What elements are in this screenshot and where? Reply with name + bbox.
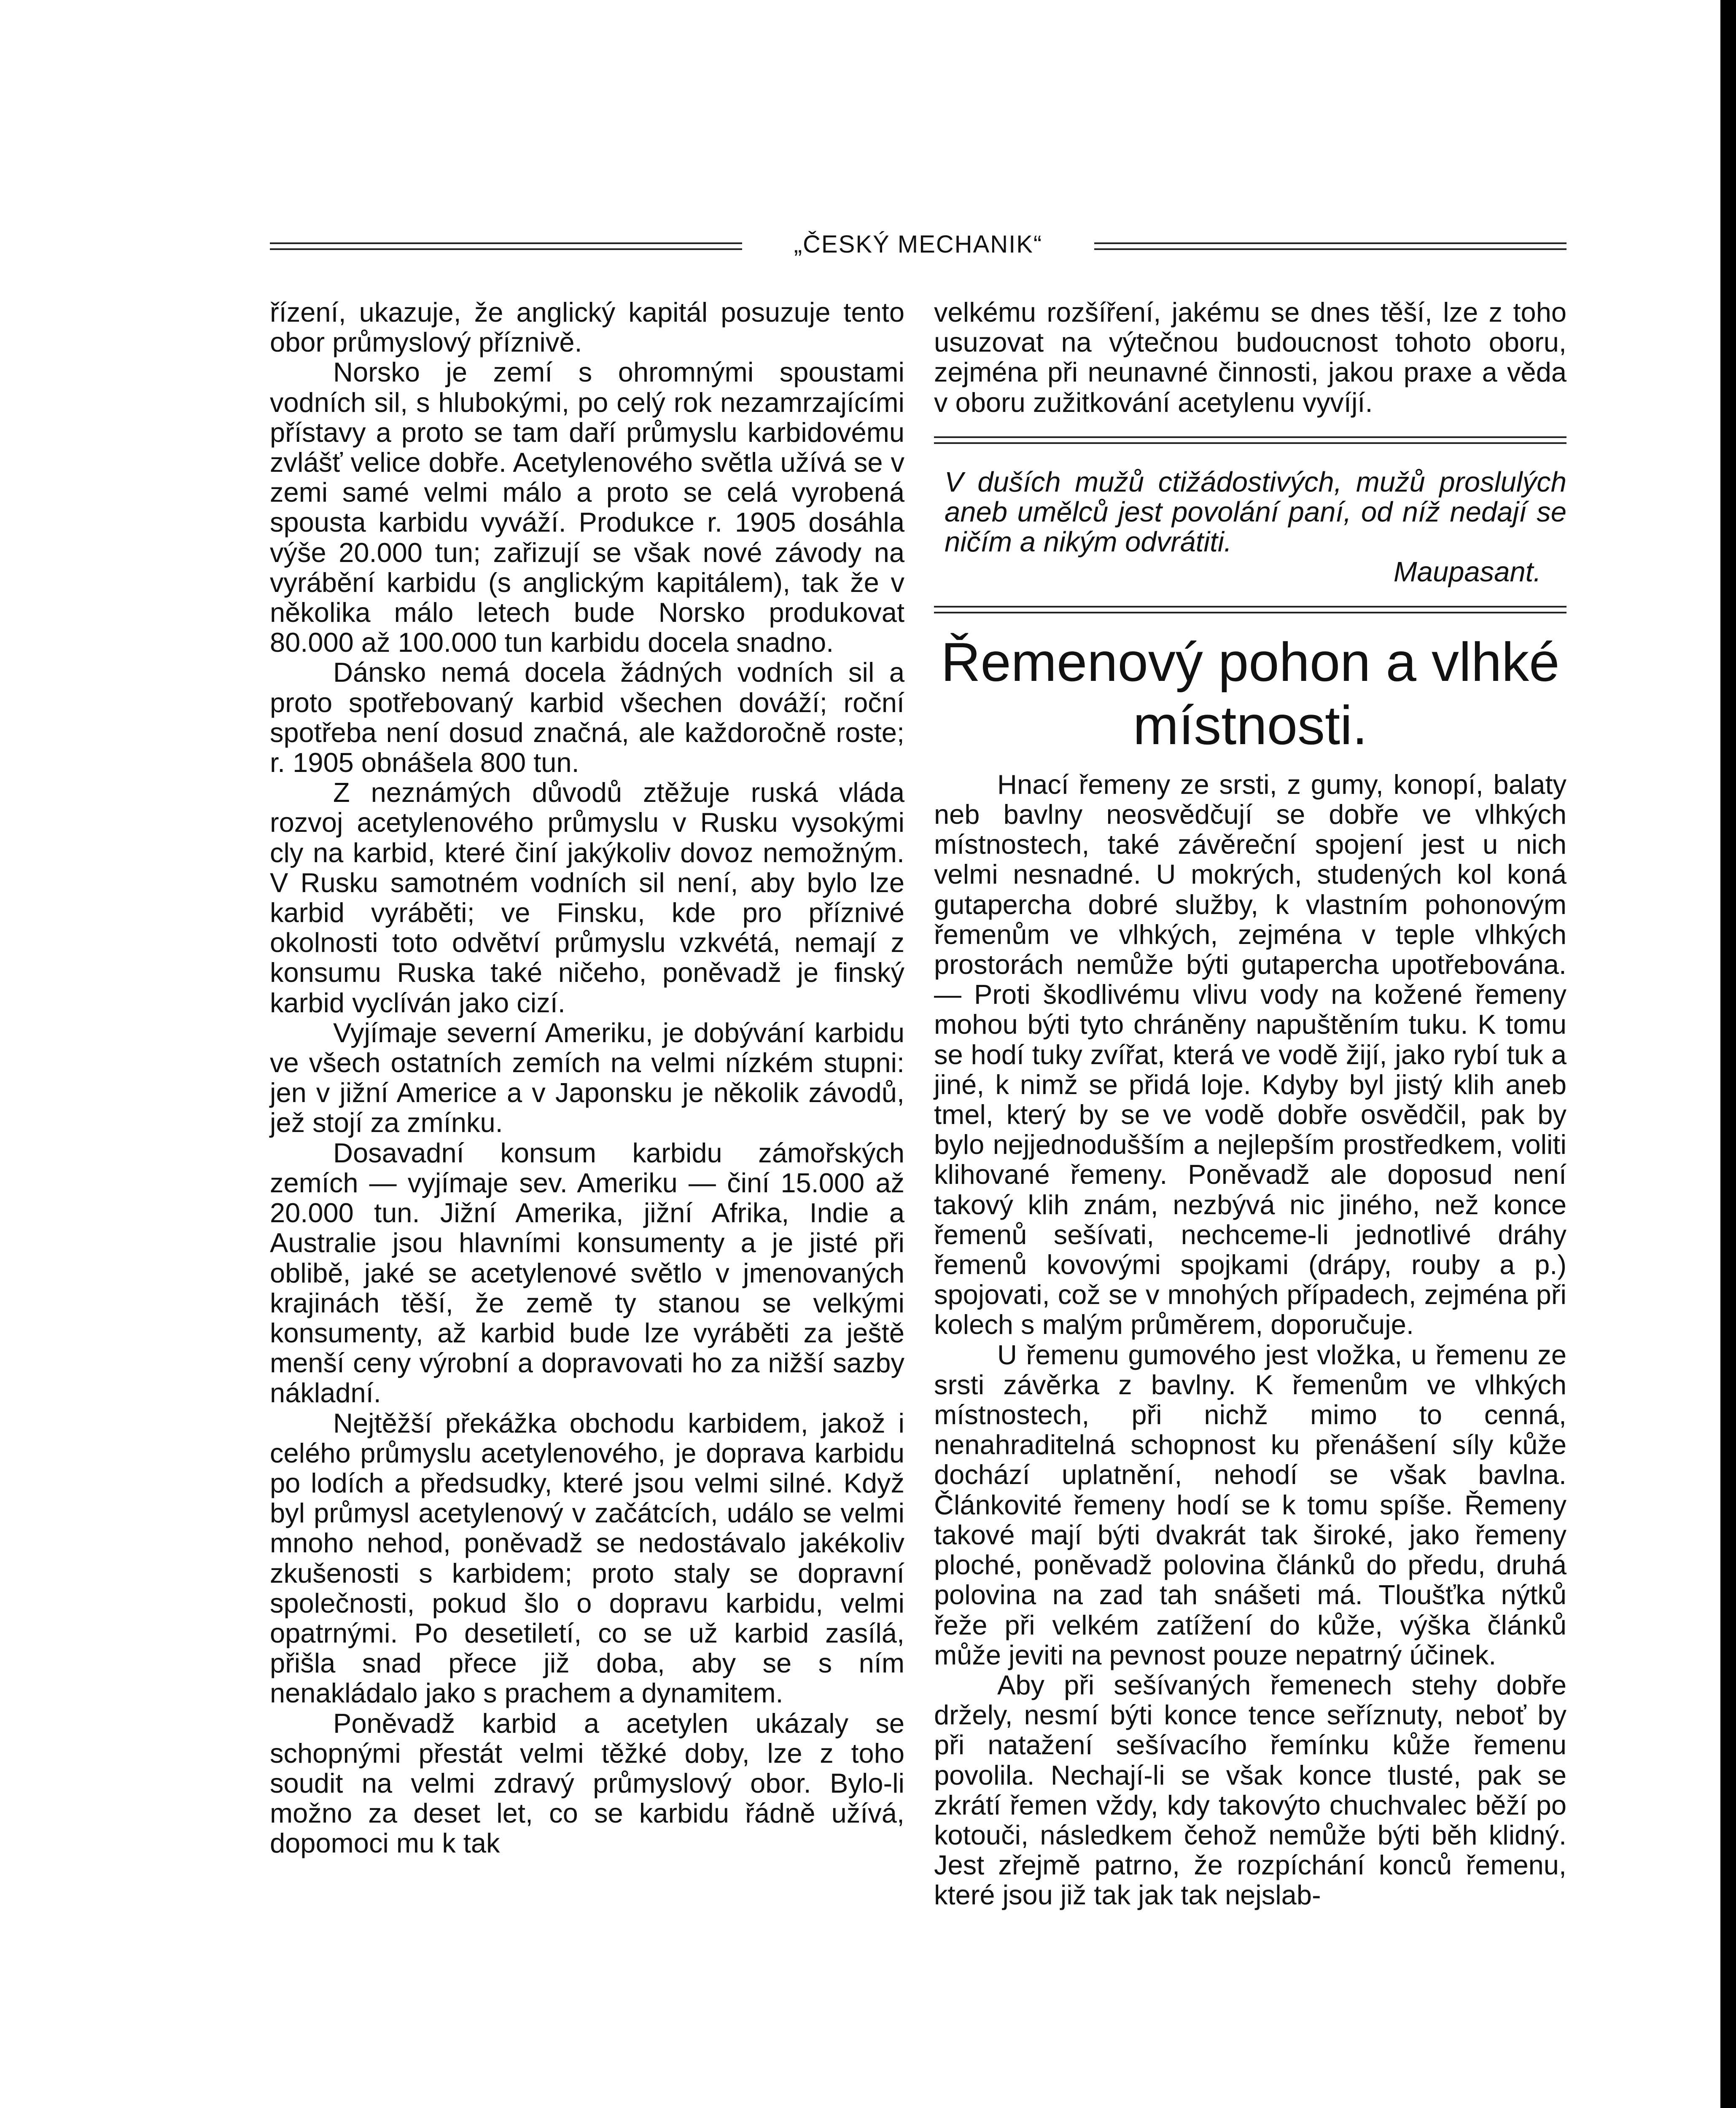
section-rule xyxy=(934,606,1566,613)
paragraph: Dánsko nemá docela žádných vodních sil a proto spotřebovaný karbid všechen dováží; roční spotřeba není dosud značná, ale každoročně roste; r. 1905 obnášela 800 tun. xyxy=(270,657,904,778)
paragraph: Dosavadní konsum karbidu zámořských zemích — vyjímaje sev. Ameriku — činí 15.000 až 20.000 tun. Jižní Amerika, jižní Afrika, Indie a Australie jsou hlavními konsumenty a je jisté při oblibě, jaké se acetylenové světlo v jmenovaných krajinách těší, že země ty stanou se velkými konsumenty, až karbid bude lze vyráběti za ještě menší ceny výrobní a dopravovati ho za nižší sazby nákladní. xyxy=(270,1137,904,1409)
paragraph: řízení, ukazuje, že anglický kapitál posuzuje tento obor průmyslový příznivě. xyxy=(270,297,904,358)
header-rule-right xyxy=(1094,242,1566,250)
paragraph: Norsko je zemí s ohromnými spoustami vodních sil, s hlubokými, po celý rok nezamrzajícími přístavy a proto se tam daří průmyslu karbidovému zvlášť velice dobře. Acetylenového světla užívá se v zemi samé velmi málo a proto se celá vyrobená spousta karbidu vyváží. Produkce r. 1905 dosáhla výše 20.000 tun; zařizují se však nové závody na vyrábění karbidu (s anglickým kapitálem), tak že v několika málo letech bude Norsko produkovat 80.000 až 100.000 tun karbidu docela snadno. xyxy=(270,357,904,658)
paragraph: U řemenu gumového jest vložka, u řemenu ze srsti závěrka z bavlny. K řemenům ve vlhkých místnostech, při nichž mimo to cenná, nenahraditelná schopnost ku přenášení síly kůže dochází uplatnění, nehodí se však bavlna. Článkovité řemeny hodí se k tomu spíše. Řemeny takové mají býti dvakrát tak široké, jako řemeny ploché, poněvadž polovina článků do předu, druhá polovina na zad tah snášeti má. Tloušťka nýtků řeže při velkém zatížení do kůže, výška článků může jeviti na pevnost pouze nepatrný účinek. xyxy=(934,1339,1566,1670)
left-column xyxy=(270,297,904,1858)
article-title: Řemenový pohon a vlhké místnosti. xyxy=(941,631,1560,756)
paragraph: Z neznámých důvodů ztěžuje ruská vláda rozvoj acetylenového průmyslu v Rusku vysokými cly na karbid, které činí jakýkoliv dovoz nemožným. V Rusku samotném vodních sil není, aby bylo lze karbid vyráběti; ve Finsku, kde pro příznivé okolnosti toto odvětví průmyslu vzkvétá, nemají z konsumu Ruska také ničeho, poněvadž je finský karbid vyclíván jako cizí. xyxy=(270,777,904,1018)
epigraph-quote xyxy=(934,467,1566,587)
quote-author: Maupasant. xyxy=(1393,556,1541,588)
quote-text: V duších mužů ctižádostivých, mužů proslulých aneb umělců jest povolání paní, od níž nedají se ničím a nikým odvrátiti. xyxy=(945,466,1566,558)
paragraph: velkému rozšíření, jakému se dnes těší, lze z toho usuzovat na výtečnou budoucnost tohoto oboru, zejména při neunavné činnosti, jakou praxe a věda v oboru zužitkování acetylenu vyvíjí. xyxy=(934,297,1566,418)
paragraph: Aby při sešívaných řemenech stehy dobře držely, nesmí býti konce tence seříznuty, neboť by při natažení sešívacího řemínku kůže řemenu povolila. Nechají-li se však konce tlusté, pak se zkrátí řemen vždy, kdy takovýto chuchvalec běží po kotouči, následkem čehož nemůže býti běh klidný. Jest zřejmě patrno, že rozpíchání konců řemenu, které jsou již tak jak tak nejslab- xyxy=(934,1669,1566,1911)
right-column xyxy=(934,297,1566,1910)
running-header xyxy=(270,230,1566,264)
paragraph: Vyjímaje severní Ameriku, je dobývání karbidu ve všech ostatních zemích na velmi nízkém stupni: jen v jižní Americe a v Japonsku je několik závodů, jež stojí za zmínku. xyxy=(270,1017,904,1138)
paragraph: Nejtěžší překážka obchodu karbidem, jakož i celého průmyslu acetylenového, je doprava karbidu po lodích a předsudky, které jsou velmi silné. Když byl průmysl acetylenový v začátcích, událo se velmi mnoho nehod, poněvadž se nedostávalo jakékoliv zkušenosti s karbidem; proto staly se dopravní společnosti, pokud šlo o dopravu karbidu, velmi opatrnými. Po desetiletí, co se už karbid zasílá, přišla snad přece již doba, aby se s ním nenakládalo jako s prachem a dynamitem. xyxy=(270,1407,904,1709)
paragraph: Hnací řemeny ze srsti, z gumy, konopí, balaty neb bavlny neosvědčují se dobře ve vlhkých místnostech, také závěreční spojení jest u nich velmi nesnadné. U mokrých, studených kol koná gutapercha dobré služby, k vlastním pohonovým řemenům ve vlhkých, zejména v teple vlhkých prostorách nemůže býti gutapercha upotřebována. — Proti škodlivému vlivu vody na kožené řemeny mohou býti tyto chráněny napuštěním tuku. K tomu se hodí tuky zvířat, která ve vodě žijí, jako rybí tuk a jiné, k nimž se přidá loje. Kdyby byl jistý klih aneb tmel, který by se ve vodě dobře osvědčil, pak by bylo nejjednodušším a nejlepším prostředkem, voliti klihované řemeny. Poněvadž ale doposud není takový klih znám, nezbývá nic jiného, než konce řemenů sešívati, nechceme-li jednotlivé dráhy řemenů kovovými spojkami (drápy, rouby a p.) spojovati, což se v mnohých případech, zejména při kolech s malým průměrem, doporučuje. xyxy=(934,769,1566,1340)
header-rule-left xyxy=(270,242,742,250)
journal-title: „ČESKÝ MECHANIK“ xyxy=(794,231,1043,258)
section-rule xyxy=(934,436,1566,444)
paragraph: Poněvadž karbid a acetylen ukázaly se schopnými přestát velmi těžké doby, lze z toho soudit na velmi zdravý průmyslový obor. Bylo-li možno za deset let, co se karbidu řádně užívá, dopomoci mu k tak xyxy=(270,1707,904,1859)
